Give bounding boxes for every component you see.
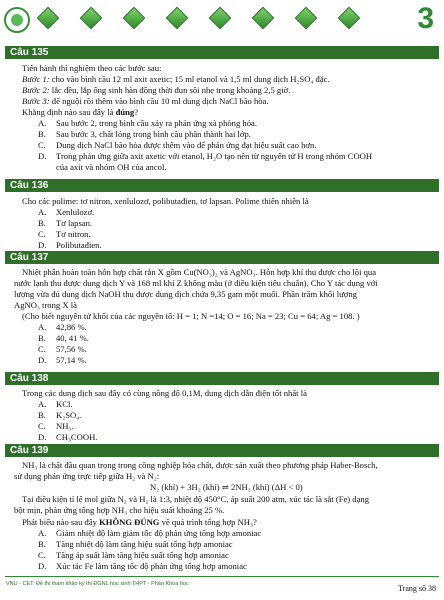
diamond-icon [37, 7, 60, 30]
question-header [5, 444, 439, 457]
option-text: 57,14 %. [56, 355, 87, 365]
question-prompt [22, 107, 138, 118]
option-text: Trong phản ứng giữa axit axetic với etanol, H₂O tạo nên từ nguyên tử H trong nhóm COOH [56, 151, 373, 161]
question-text: Tiến hành thí nghiệm theo các bước sau: [22, 63, 162, 73]
option-text: 42,86 %. [56, 322, 87, 332]
question-title: Câu 136 [10, 180, 49, 191]
question-text: Cho các polime: tơ nitron, xenlulozơ, polibutađien, tơ lapsan. Polime thiên nhiên là [22, 196, 309, 206]
diamond-icon [166, 7, 189, 30]
answer-option[interactable] [38, 344, 87, 355]
diamond-icon [252, 7, 275, 30]
answer-option[interactable] [38, 399, 72, 410]
question-text: NH₃ là chất đầu quan trọng trong công nghiệp hóa chất, được sản xuất theo phương pháp Haber-Bosch, [22, 460, 378, 470]
option-text: Sau bước 3, chất lỏng trong bình cầu phân thành hai lớp. [56, 129, 251, 139]
answer-option[interactable] [38, 129, 251, 140]
question-title: Câu 138 [10, 373, 49, 384]
question-header [5, 46, 439, 59]
step-text: lắc đều, lắp ống sinh hàn đồng thời đun sôi nhẹ trong khoảng 2,5 giờ. [49, 85, 291, 95]
option-text: Tơ lapsan. [56, 218, 93, 228]
option-letter: C. [38, 140, 46, 150]
diamond-icon [123, 7, 146, 30]
answer-option[interactable] [38, 322, 87, 333]
option-letter: C. [38, 229, 46, 239]
question-title: Câu 135 [10, 47, 49, 58]
prompt-text: về quá trình tổng hợp NH₃? [159, 517, 257, 527]
question-text: AgNO₃ trong X là [14, 300, 77, 310]
prompt-emphasis: KHÔNG ĐÚNG [99, 517, 160, 527]
prompt-text: ? [134, 107, 139, 117]
option-text: 57,56 %. [56, 344, 87, 354]
question-title: Câu 137 [10, 252, 49, 263]
option-letter: A. [38, 399, 47, 409]
step-line [22, 85, 290, 96]
diamond-icon [338, 7, 361, 30]
answer-option[interactable] [38, 539, 233, 550]
section-number: 3 [417, 2, 434, 35]
atomic-mass-note: (Cho biết nguyên tử khối của các nguyên tố: H = 1; N =14; O = 16; Na = 23; Cu = 64; Ag = 108. ) [22, 311, 360, 321]
option-text: K₂SO₄. [56, 410, 82, 420]
option-letter: D. [38, 561, 47, 571]
diamond-icon [209, 7, 232, 30]
prompt-text: Khẳng định nào sau đây là [22, 107, 116, 117]
step-line [22, 74, 330, 85]
question-text: lượng vừa đủ dung dịch NaOH thu được dung dịch chứa 9,35 gam một muối. Phần trăm khối lượng [14, 289, 357, 299]
option-text: NH₃. [56, 421, 74, 431]
step-label: Bước 3: [22, 96, 50, 106]
question-text: sử dụng phản ứng trực tiếp giữa H₂ và N₂: [14, 471, 160, 481]
question-text: bột mịn, phản ứng tổng hợp NH₃ cho hiệu suất khoảng 25 %. [14, 505, 225, 515]
option-letter: C. [38, 421, 46, 431]
option-letter: A. [38, 118, 47, 128]
answer-option[interactable] [38, 432, 97, 443]
option-text: Giảm nhiệt độ làm giảm tốc độ phản ứng tổng hợp amoniac [56, 528, 262, 538]
option-text: Polibutađien. [56, 240, 102, 250]
option-letter: D. [38, 432, 47, 442]
option-letter: B. [38, 410, 46, 420]
option-text: của axit và nhóm OH của ancol. [56, 162, 167, 172]
option-letter: C. [38, 550, 46, 560]
prompt-text: Phát biểu nào sau đây [22, 517, 100, 527]
option-letter: B. [38, 129, 46, 139]
answer-option[interactable] [38, 421, 74, 432]
question-text: Trong các dung dịch sau đây có cùng nồng độ 0,1M, dung dịch dẫn điện tốt nhất là [22, 388, 307, 398]
question-text: Nhiệt phân hoàn toàn hỗn hợp chất rắn X gồm Cu(NO₃)₂ và AgNO₃. Hỗn hợp khí thu được cho lội qua [22, 267, 377, 277]
question-header [5, 251, 439, 264]
option-text: Sau bước 2, trong bình cầu xảy ra phản ứng xà phòng hóa. [56, 118, 257, 128]
answer-option[interactable] [38, 333, 89, 344]
option-text: Tăng nhiệt độ làm tăng hiệu suất tổng hợp amoniac [56, 539, 233, 549]
step-label: Bước 2: [22, 85, 50, 95]
answer-option[interactable] [38, 528, 261, 539]
option-letter: D. [38, 151, 47, 161]
step-text: để nguội rồi thêm vào bình cầu 10 ml dung dịch NaCl bão hòa. [49, 96, 269, 106]
logo-icon [4, 7, 30, 33]
answer-option[interactable] [38, 561, 247, 572]
option-letter: B. [38, 539, 46, 549]
option-letter: B. [38, 333, 46, 343]
reaction-equation: N₂ (khí) + 3H₂ (khí) ⇌ 2NH₃ (khí) (ΔH < 0) [150, 482, 303, 492]
answer-option[interactable] [38, 151, 372, 162]
question-prompt [22, 517, 257, 528]
option-letter: B. [38, 218, 46, 228]
question-header [5, 179, 439, 192]
option-letter: A. [38, 322, 47, 332]
option-text: Tơ nitron. [56, 229, 91, 239]
option-letter: D. [38, 355, 47, 365]
option-text: CH₃COOH. [56, 432, 98, 442]
option-letter: C. [38, 344, 46, 354]
option-letter: A. [38, 528, 47, 538]
question-text: nước lạnh thu được dung dịch Y và 168 ml khí Z không màu (ở điều kiện tiêu chuẩn). Cho Y tác dụng với [14, 278, 378, 288]
answer-option-continued [38, 162, 167, 173]
answer-option[interactable] [38, 355, 87, 366]
question-header [5, 372, 439, 385]
option-text: KCl. [56, 399, 73, 409]
question-text: Tại điều kiện tỉ lệ mol giữa N₂ và H₂ là 1:3, nhiệt độ 450°C, áp suất 200 atm, xúc tác là sắt (Fe) dạng [22, 494, 370, 504]
step-label: Bước 1: [22, 74, 50, 84]
option-text: Xúc tác Fe làm tăng tốc độ phản ứng tổng hợp amoniac [56, 561, 247, 571]
option-text: Xenlulozơ. [56, 207, 95, 217]
diamond-icon [80, 7, 103, 30]
answer-option[interactable] [38, 410, 81, 421]
question-title: Câu 139 [10, 445, 49, 456]
prompt-emphasis: đúng [115, 107, 135, 117]
page-header [0, 0, 444, 42]
answer-option[interactable] [38, 207, 94, 218]
answer-option[interactable] [38, 550, 229, 561]
answer-option[interactable] [38, 229, 91, 240]
answer-option[interactable] [38, 140, 316, 151]
answer-option[interactable] [38, 118, 257, 129]
answer-option[interactable] [38, 218, 92, 229]
option-letter: D. [38, 240, 47, 250]
option-text: Tăng áp suất làm tăng hiệu suất tổng hợp amoniac [56, 550, 229, 560]
footer-divider [5, 576, 439, 577]
option-letter: A. [38, 207, 47, 217]
option-text: Dung dịch NaCl bão hòa được thêm vào để phản ứng đạt hiệu suất cao hơn. [56, 140, 317, 150]
answer-option[interactable] [38, 240, 102, 251]
footer-source: VNU - CET: Đề thi tham khảo kỳ thi ĐGNL học sinh THPT - Phần Khoa học [6, 581, 189, 587]
page-number: Trang số 38 [398, 584, 436, 593]
step-text: cho vào bình cầu 12 ml axit axetic; 15 ml etanol và 1,5 ml dung dịch H₂SO₄ đặc. [49, 74, 330, 84]
option-text: 40, 41 %. [56, 333, 89, 343]
step-line [22, 96, 269, 107]
diamond-icon [295, 7, 318, 30]
